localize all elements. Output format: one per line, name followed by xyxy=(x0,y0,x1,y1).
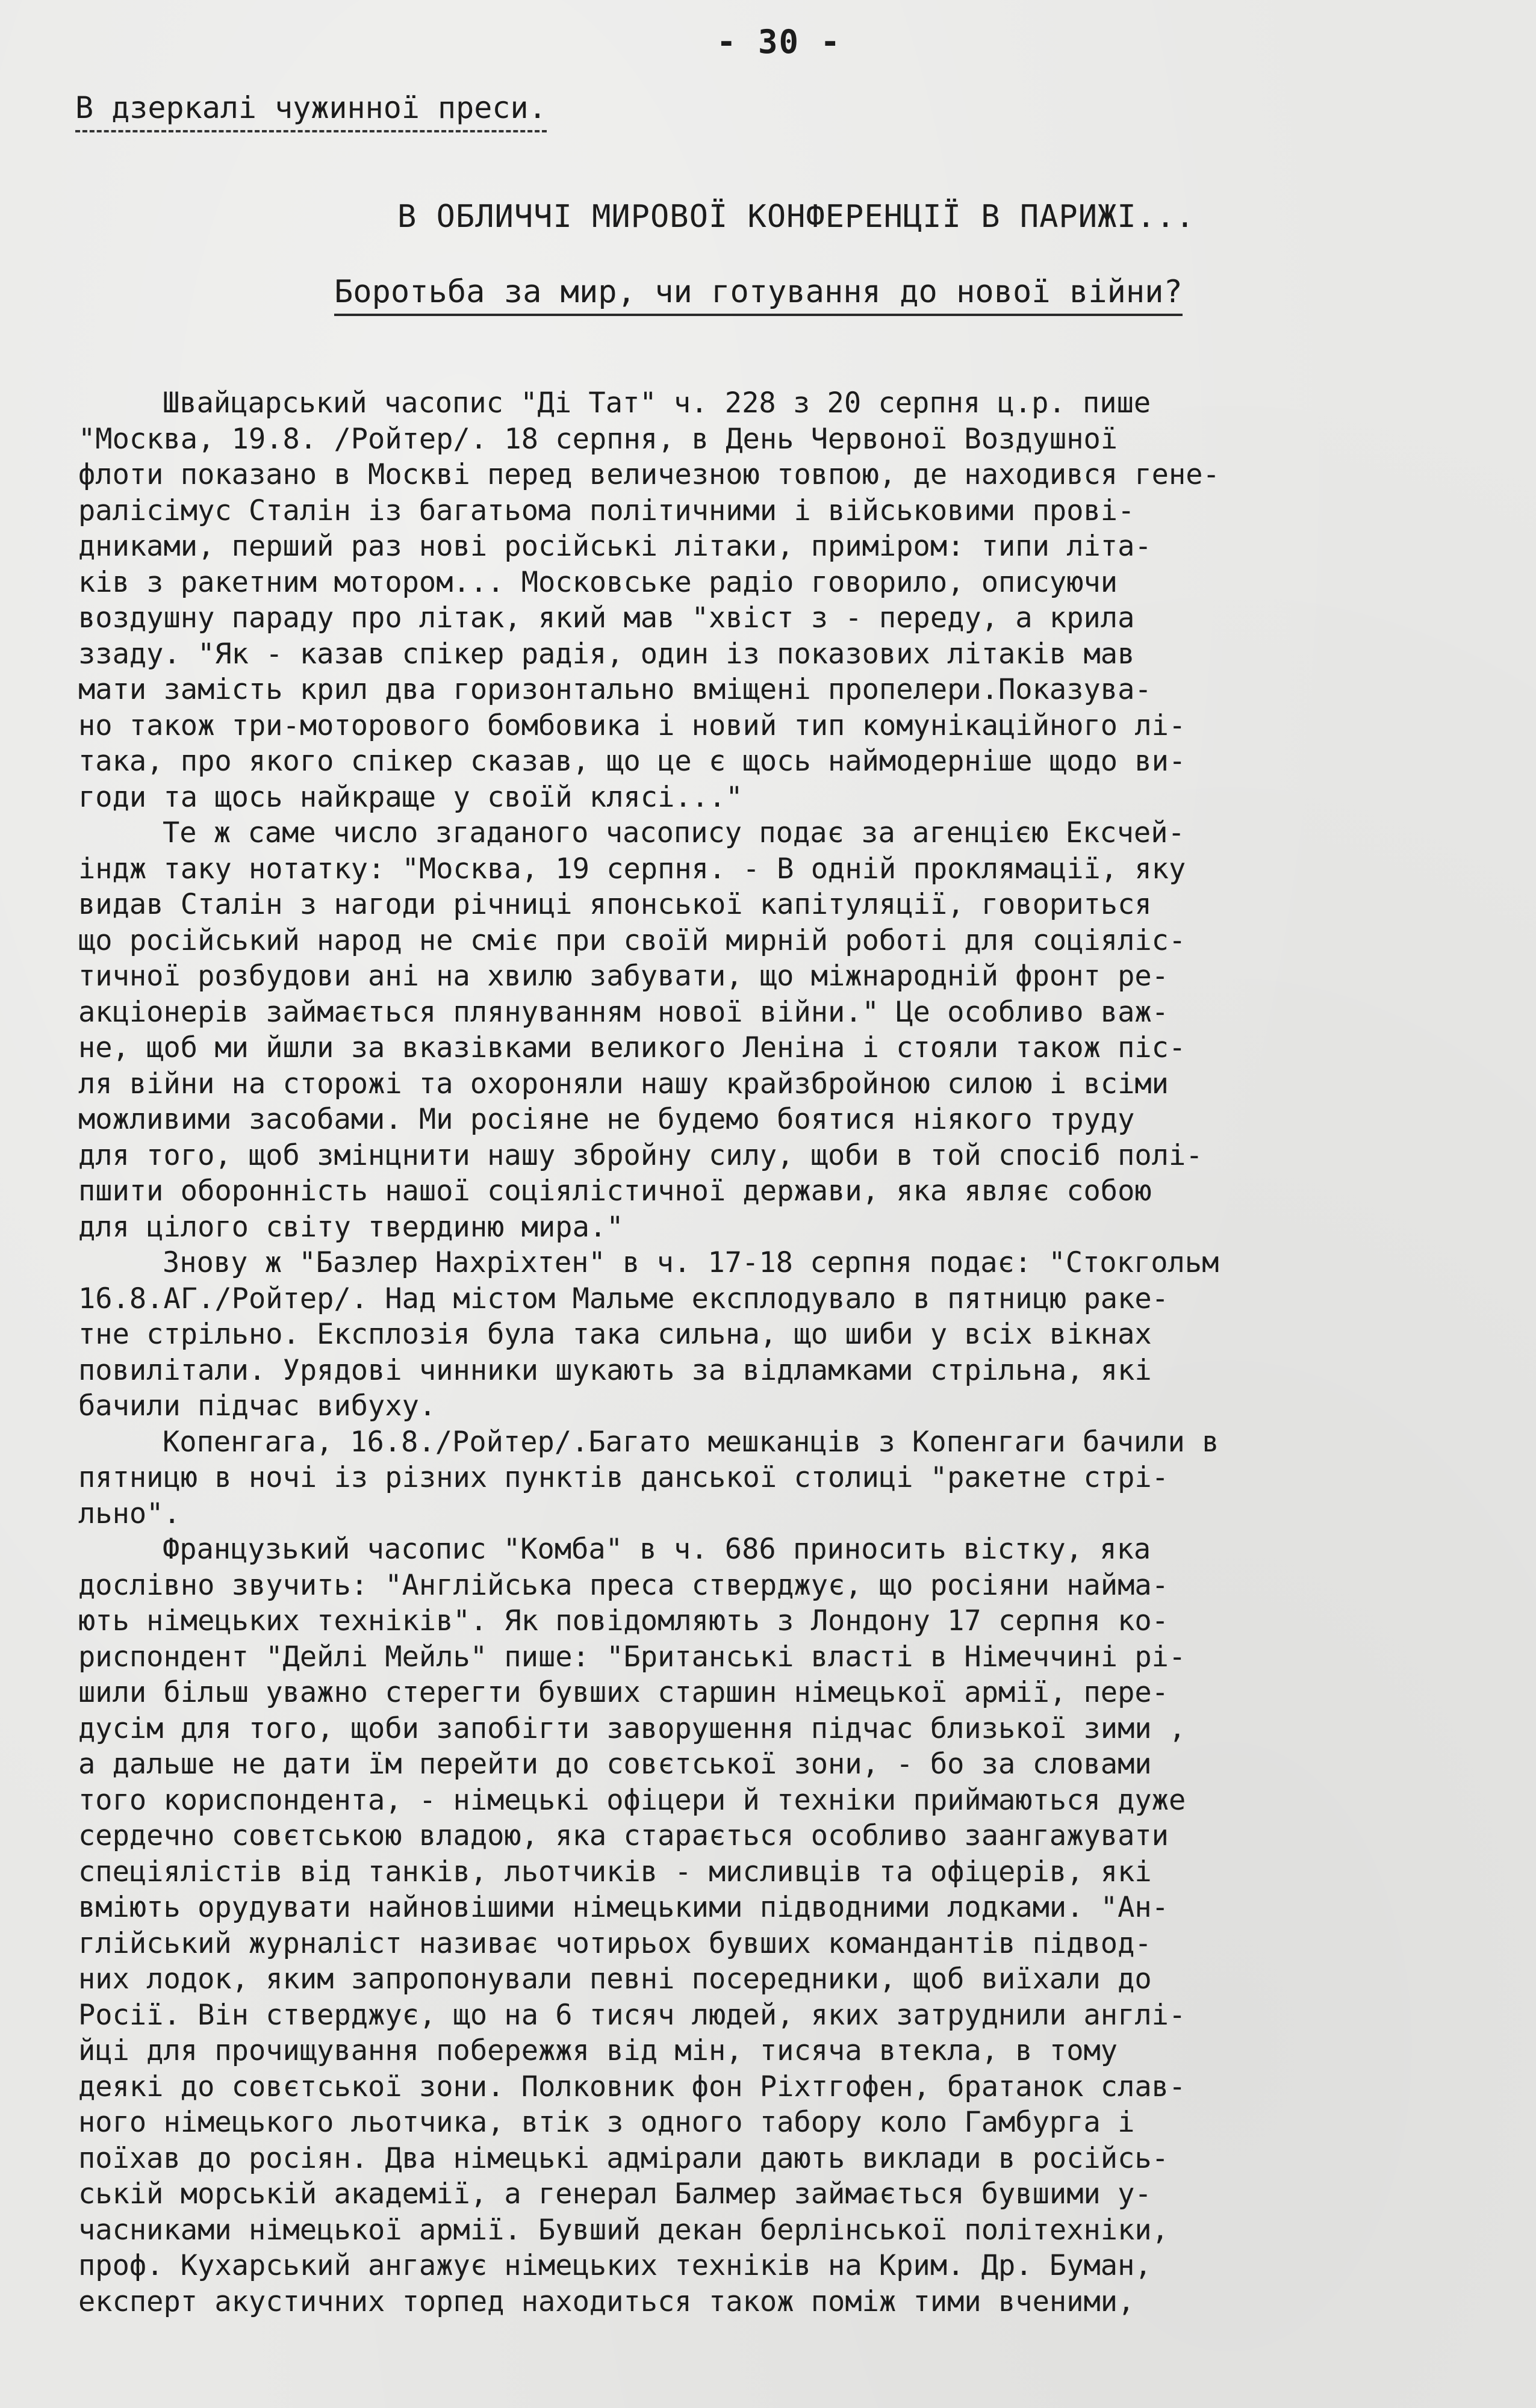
body-line: спеціялістів від танків, льотчиків - мисливців та офіцерів, які xyxy=(78,1855,1152,1888)
body-line: бачили підчас вибуху. xyxy=(78,1389,437,1423)
body-line: ного німецького льотчика, втік з одного табору коло Гамбурга і xyxy=(78,2106,1135,2139)
body-line: мати замість крил два горизонтально вміщені пропелери.Показува- xyxy=(78,673,1152,706)
body-line: ків з ракетним мотором... Московське радіо говорило, описуючи xyxy=(78,565,1118,599)
body-line: ля війни на сторожі та охороняли нашу крайзбройною силою і всіми xyxy=(78,1067,1169,1100)
body-line: ралісімус Сталін із багатьома політичними і військовими прові- xyxy=(78,494,1135,527)
body-line: тичної розбудови ані на хвилю забувати, що міжнародній фронт ре- xyxy=(78,960,1169,993)
body-line: пшити оборонність нашої соціялістичної держави, яка являє собою xyxy=(78,1175,1152,1208)
body-line: ській морській академії, а генерал Балмер займається бувшими у- xyxy=(78,2177,1152,2211)
body-line: індж таку нотатку: "Москва, 19 серпня. - В одній проклямації, яку xyxy=(78,852,1186,886)
body-line: що російський народ не сміє при своїй мирній роботі для соціяліс- xyxy=(78,923,1186,957)
body-line: воздушну параду про літак, який мав "хвіст з - переду, а крила xyxy=(78,601,1135,635)
body-line: можливими засобами. Ми росіяне не будемо боятися ніякого труду xyxy=(78,1103,1135,1136)
body-line: видав Сталін з нагоди річниці японської капітуляції, говориться xyxy=(78,888,1152,921)
body-line: дниками, перший раз нові російські літаки, приміром: типи літа- xyxy=(78,530,1152,563)
article-subheadline: Боротьба за мир, чи готування до нової війни? xyxy=(334,274,1183,316)
body-line: ззаду. "Як - казав спікер радія, один із показових літаків мав xyxy=(78,637,1135,671)
body-line: деякі до совєтської зони. Полковник фон Ріхтгофен, братанок слав- xyxy=(78,2070,1186,2103)
body-line: не, щоб ми йшли за вказівками великого Леніна і стояли також піс- xyxy=(78,1031,1186,1064)
body-line: дослівно звучить: "Англійська преса стверджує, що росіяни найма- xyxy=(78,1568,1169,1602)
body-line: Те ж саме число згаданого часопису подає за агенцією Ексчей- xyxy=(163,816,1185,849)
body-line: тне стрільно. Експлозія була така сильна, що шиби у всіх вікнах xyxy=(78,1318,1152,1351)
body-line: Швайцарський часопис "Ді Тат" ч. 228 з 20 серпня ц.р. пише xyxy=(163,386,1151,420)
body-line: часниками німецької армії. Бувший декан берлінської політехніки, xyxy=(78,2213,1169,2247)
body-line: них лодок, яким запропонували певні посередники, щоб виїхали до xyxy=(78,1963,1152,1996)
body-line: Росії. Він стверджує, що на 6 тисяч людей, яких затруднили англі- xyxy=(78,1998,1186,2032)
body-line: риспондент "Дейлі Мейль" пише: "Британські власті в Німеччині рі- xyxy=(78,1640,1186,1674)
body-line: Знову ж "Базлер Нахріхтен" в ч. 17-18 серпня подає: "Стокгольм xyxy=(163,1246,1219,1279)
body-line: но також три-моторового бомбовика і новий тип комунікаційного лі- xyxy=(78,709,1186,742)
body-line: 16.8.АГ./Ройтер/. Над містом Мальме експлодувало в пятницю раке- xyxy=(78,1282,1169,1315)
body-line: для того, щоб змінцнити нашу збройну силу, щоби в той спосіб полі- xyxy=(78,1138,1203,1172)
body-line: повилітали. Урядові чинники шукають за відламками стрільна, які xyxy=(78,1353,1152,1387)
body-line: "Москва, 19.8. /Ройтер/. 18 серпня, в День Червоної Воздушної xyxy=(78,422,1118,456)
body-line: льно". xyxy=(78,1497,181,1530)
body-line: акціонерів займається плянуванням нової війни." Це особливо важ- xyxy=(78,995,1169,1029)
body-line: того кориспондента, - німецькі офіцери й техніки приймаються дуже xyxy=(78,1783,1186,1817)
article-headline: В ОБЛИЧЧІ МИРОВОЇ КОНФЕРЕНЦІЇ В ПАРИЖІ... xyxy=(397,199,1195,235)
body-line: Копенгага, 16.8./Ройтер/.Багато мешканців з Копенгаги бачили в xyxy=(163,1425,1219,1459)
body-line: сердечно совєтською владою, яка старається особливо заангажувати xyxy=(78,1819,1169,1852)
body-line: йці для прочищування побережжя від мін, тисяча втекла, в тому xyxy=(78,2034,1118,2067)
body-line: для цілого світу твердиню мира." xyxy=(78,1210,624,1244)
body-line: пятницю в ночі із різних пунктів данської столиці "ракетне стрі- xyxy=(78,1461,1169,1494)
body-line: експерт акустичних торпед находиться також поміж тими вченими, xyxy=(78,2285,1135,2318)
body-line: глійський журналіст називає чотирьох бувших командантів підвод- xyxy=(78,1926,1152,1960)
body-line: а дальше не дати їм перейти до совєтської зони, - бо за словами xyxy=(78,1748,1152,1781)
body-line: вміють орудувати найновішими німецькими підводними лодками. "Ан- xyxy=(78,1891,1169,1924)
article-body xyxy=(78,385,1481,2320)
body-line: ють німецьких техніків". Як повідомляють з Лондону 17 серпня ко- xyxy=(78,1604,1169,1637)
body-line: годи та щось найкраще у своїй клясі..." xyxy=(78,780,743,814)
body-line: шили більш уважно стерегти бувших старшин німецької армії, пере- xyxy=(78,1676,1169,1709)
body-line: флоти показано в Москві перед величезною товпою, де находився гене- xyxy=(78,458,1220,491)
body-line: Французький часопис "Комба" в ч. 686 приносить вістку, яка xyxy=(163,1533,1151,1566)
body-line: дусім для того, щоби запобігти заворушення підчас близької зими , xyxy=(78,1711,1186,1745)
body-line: така, про якого спікер сказав, що це є щось наймодерніше щодо ви- xyxy=(78,745,1186,778)
body-line: проф. Кухарський ангажує німецьких техніків на Крим. Др. Буман, xyxy=(78,2249,1152,2282)
section-label: В дзеркалі чужинної преси. xyxy=(75,90,547,132)
body-line: поїхав до росіян. Два німецькі адмірали дають виклади в російсь- xyxy=(78,2141,1169,2175)
page-number: - 30 - xyxy=(717,23,842,61)
